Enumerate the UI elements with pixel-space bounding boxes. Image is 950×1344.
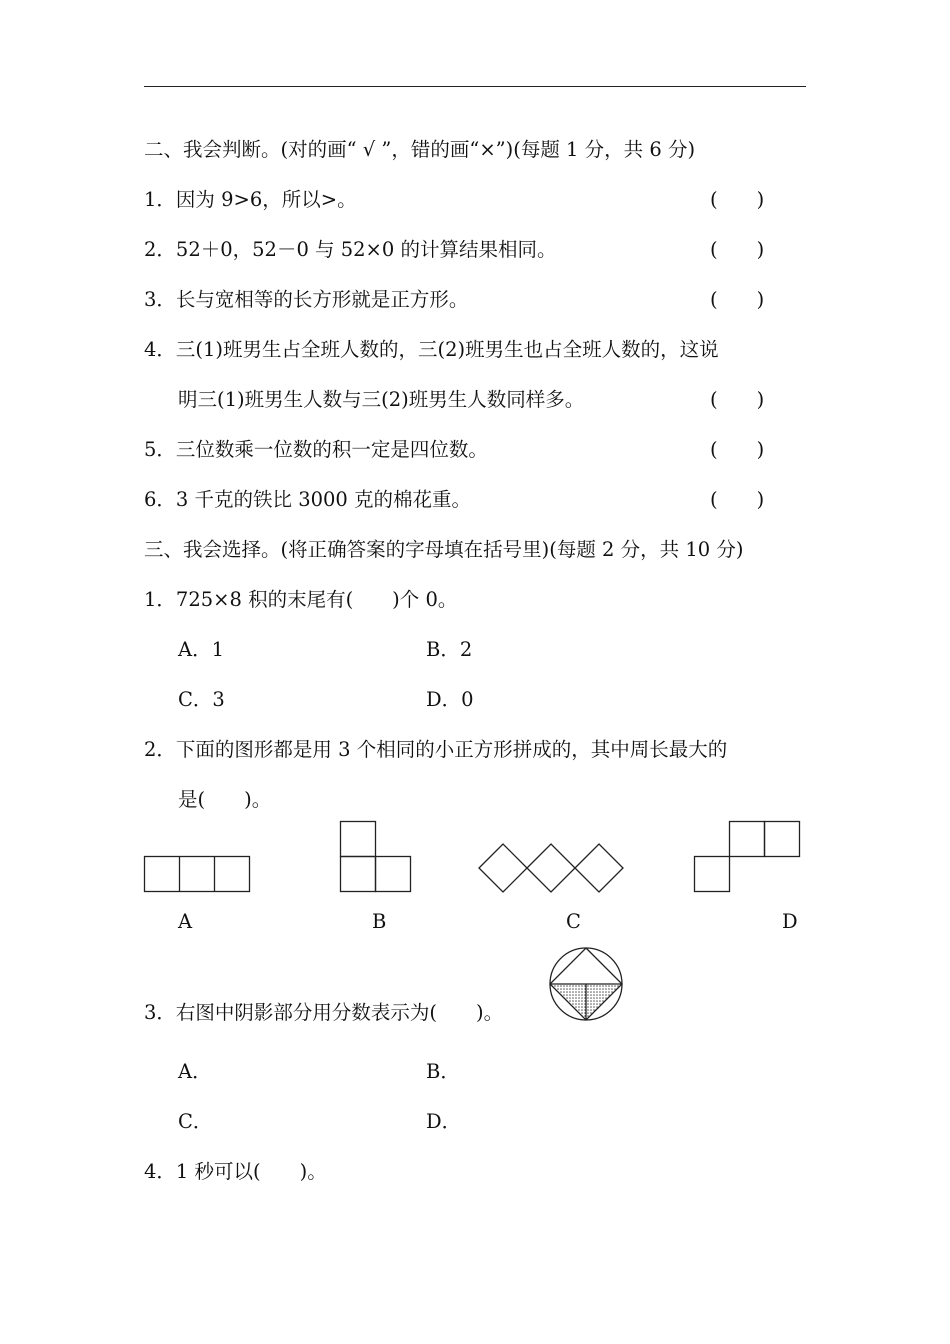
q3-option-d[interactable]: D． — [426, 1110, 462, 1133]
q1-option-d[interactable]: D．0 — [426, 688, 474, 711]
judge-item-4-cont: 明三(1)班男生人数与三(2)班男生人数同样多。 — [178, 388, 585, 411]
section3-heading: 三、我会选择。(将正确答案的字母填在括号里)(每题 2 分，共 10 分) — [144, 538, 744, 561]
circle-shaded-figure — [548, 946, 626, 1024]
choice-q2-cont: 是( )。 — [178, 788, 272, 811]
choice-q1: 1．725×8 积的末尾有( )个 0。 — [144, 588, 458, 611]
judge-item-4: 4．三(1)班男生占全班人数的，三(2)班男生也占全班人数的，这说 — [144, 338, 719, 361]
judge-item-1: 1．因为 9>6，所以>。 — [144, 188, 357, 211]
figure-label-c[interactable]: C — [566, 910, 581, 933]
figure-label-a[interactable]: A — [178, 910, 193, 933]
q1-option-b[interactable]: B．2 — [426, 638, 473, 661]
q1-option-c[interactable]: C．3 — [178, 688, 225, 711]
q1-option-a[interactable]: A．1 — [178, 638, 224, 661]
answer-paren-6[interactable]: ( ) — [710, 488, 765, 511]
answer-paren-1[interactable]: ( ) — [710, 188, 765, 211]
judge-item-5: 5．三位数乘一位数的积一定是四位数。 — [144, 438, 488, 461]
q3-option-b[interactable]: B． — [426, 1060, 460, 1083]
answer-paren-5[interactable]: ( ) — [710, 438, 765, 461]
q3-option-a[interactable]: A． — [178, 1060, 212, 1083]
figure-label-b[interactable]: B — [372, 910, 387, 933]
judge-item-3: 3．长与宽相等的长方形就是正方形。 — [144, 288, 469, 311]
choice-q4: 4．1 秒可以( )。 — [144, 1160, 327, 1183]
judge-item-2: 2．52＋0，52－0 与 52×0 的计算结果相同。 — [144, 238, 557, 261]
header-rule — [144, 86, 806, 87]
choice-q2: 2．下面的图形都是用 3 个相同的小正方形拼成的，其中周长最大的 — [144, 738, 728, 761]
answer-paren-3[interactable]: ( ) — [710, 288, 765, 311]
figure-c-three-diamonds — [478, 843, 630, 895]
figure-a-three-squares-row — [144, 856, 252, 894]
judge-item-6: 6．3 千克的铁比 3000 克的棉花重。 — [144, 488, 472, 511]
figure-b-l-shape — [340, 821, 413, 894]
section2-heading: 二、我会判断。(对的画“ √ ”，错的画“×”)(每题 1 分，共 6 分) — [144, 138, 696, 161]
choice-q3: 3．右图中阴影部分用分数表示为( )。 — [144, 1001, 504, 1024]
figure-label-d[interactable]: D — [782, 910, 798, 933]
answer-paren-2[interactable]: ( ) — [710, 238, 765, 261]
answer-paren-4[interactable]: ( ) — [710, 388, 765, 411]
q3-option-c[interactable]: C． — [178, 1110, 213, 1133]
figure-d-stair-shape — [694, 821, 804, 894]
